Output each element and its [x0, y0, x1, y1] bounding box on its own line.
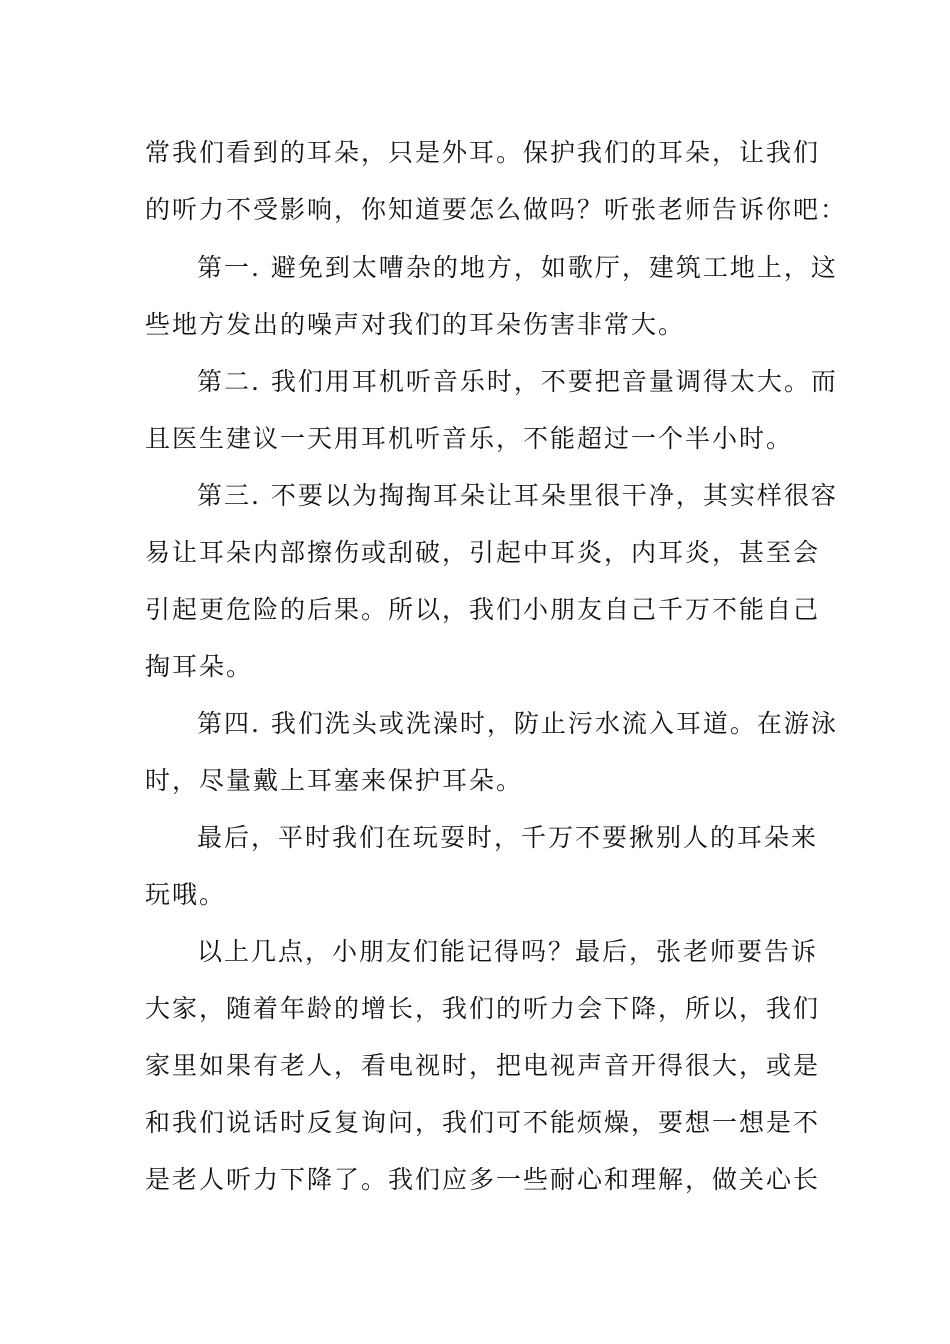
paragraph-first-line: 最后，平时我们在玩耍时，千万不要揪别人的耳朵来 [197, 823, 819, 852]
paragraph-first-line: 第三. 不要以为掏掏耳朵让耳朵里很干净，其实样很容 [197, 481, 838, 510]
text-line: 且医生建议一天用耳机听音乐，不能超过一个半小时。 [145, 424, 794, 453]
text-line: 家里如果有老人，看电视时，把电视声音开得很大，或是 [145, 1051, 821, 1080]
text-line: 是老人听力下降了。我们应多一些耐心和理解，做关心长 [145, 1165, 821, 1194]
text-line: 和我们说话时反复询问，我们可不能烦燥，要想一想是不 [145, 1108, 821, 1137]
text-line: 的听力不受影响，你知道要怎么做吗？听张老师告诉你吧： [145, 195, 848, 224]
paragraph-first-line: 第四. 我们洗头或洗澡时，防止污水流入耳道。在游泳 [197, 709, 838, 738]
text-line: 大家，随着年龄的增长，我们的听力会下降，所以，我们 [145, 994, 821, 1023]
text-line: 引起更危险的后果。所以，我们小朋友自己千万不能自己 [145, 595, 821, 624]
text-line: 掏耳朵。 [145, 652, 254, 681]
text-line: 时，尽量戴上耳塞来保护耳朵。 [145, 766, 524, 795]
text-line: 玩哦。 [145, 880, 227, 909]
paragraph-first-line: 第一. 避免到太嘈杂的地方，如歌厅，建筑工地上，这 [197, 253, 838, 282]
paragraph-first-line: 第二. 我们用耳机听音乐时，不要把音量调得太大。而 [197, 367, 838, 396]
text-line: 些地方发出的噪声对我们的耳朵伤害非常大。 [145, 310, 686, 339]
text-line: 常我们看到的耳朵，只是外耳。保护我们的耳朵，让我们 [145, 138, 821, 167]
paragraph-first-line: 以上几点，小朋友们能记得吗？最后，张老师要告诉 [197, 937, 819, 966]
text-line: 易让耳朵内部擦伤或刮破，引起中耳炎，内耳炎，甚至会 [145, 538, 821, 567]
